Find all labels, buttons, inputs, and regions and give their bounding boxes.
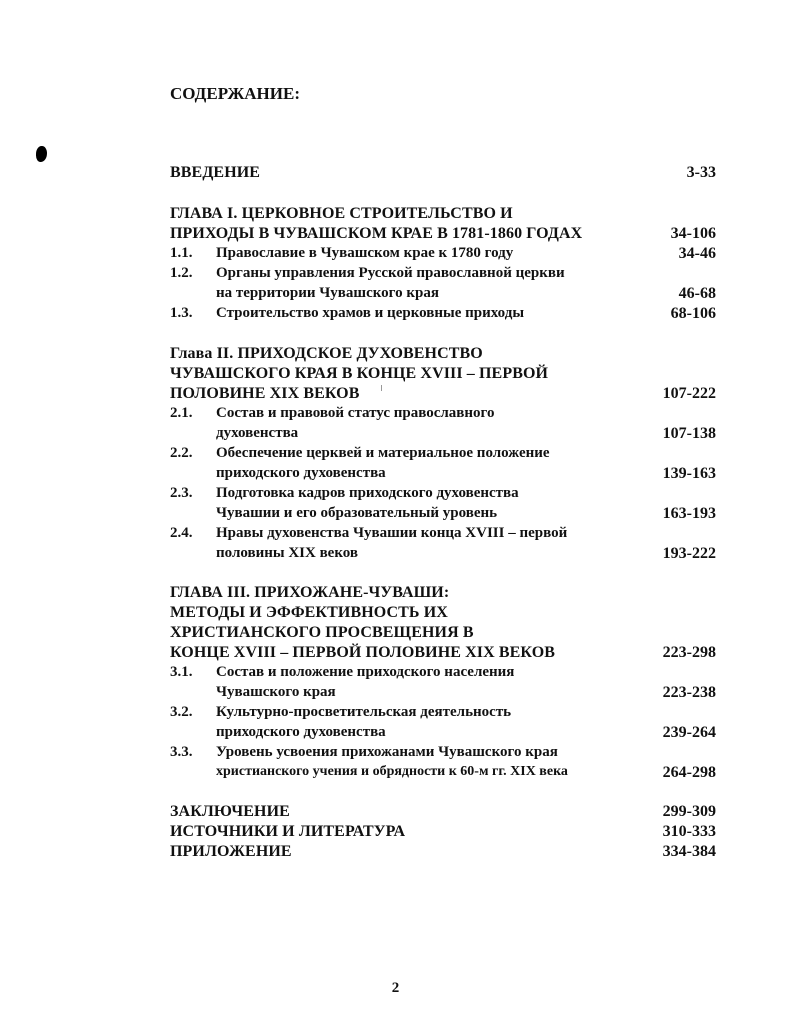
section-title-cont: приходского духовенства — [216, 465, 386, 481]
section-title-cont: Чувашского края — [216, 684, 336, 700]
section-number: 3.2. — [170, 704, 193, 720]
section-title: Состав и положение приходского населения — [216, 664, 515, 680]
chapter3-title-line2: МЕТОДЫ И ЭФФЕКТИВНОСТЬ ИХ — [170, 604, 448, 621]
page-title: СОДЕРЖАНИЕ: — [170, 84, 301, 103]
section-pages: 264-298 — [662, 764, 716, 781]
chapter1-pages: 34-106 — [670, 225, 716, 242]
section-title: Нравы духовенства Чувашии конца XVIII – первой — [216, 525, 568, 541]
scan-mark — [381, 385, 382, 391]
chapter3-title-line4: КОНЦЕ XVIII – ПЕРВОЙ ПОЛОВИНЕ XIX ВЕКОВ — [170, 644, 556, 661]
chapter3-title-line1: ГЛАВА III. ПРИХОЖАНЕ-ЧУВАШИ: — [170, 584, 450, 601]
toc-intro-label: ВВЕДЕНИЕ — [170, 164, 261, 181]
chapter2-title-line1: Глава II. ПРИХОДСКОЕ ДУХОВЕНСТВО — [170, 345, 483, 362]
section-number: 2.4. — [170, 525, 193, 541]
toc-appendix-label: ПРИЛОЖЕНИЕ — [170, 843, 292, 860]
section-title: Подготовка кадров приходского духовенства — [216, 485, 519, 501]
toc-intro-pages: 3-33 — [686, 164, 716, 181]
section-number: 2.1. — [170, 405, 193, 421]
section-title: Уровень усвоения прихожанами Чувашского края — [216, 744, 558, 760]
section-pages: 239-264 — [662, 724, 716, 741]
section-title-cont: духовенства — [216, 425, 299, 441]
section-number: 1.3. — [170, 305, 193, 321]
section-title: Состав и правовой статус православного — [216, 405, 495, 421]
section-title-cont: половины XIX веков — [216, 545, 359, 561]
page-number: 2 — [391, 980, 400, 996]
section-number: 3.1. — [170, 664, 193, 680]
section-title: Культурно-просветительская деятельность — [216, 704, 512, 720]
section-pages: 34-46 — [678, 245, 716, 262]
chapter3-pages: 223-298 — [662, 644, 716, 661]
section-title-cont: на территории Чувашского края — [216, 285, 439, 301]
chapter1-title-line2: ПРИХОДЫ В ЧУВАШСКОМ КРАЕ В 1781-1860 ГОДАХ — [170, 225, 583, 242]
section-pages: 107-138 — [662, 425, 716, 442]
section-title: Строительство храмов и церковные приходы — [216, 305, 525, 321]
section-title: Обеспечение церквей и материальное положение — [216, 445, 550, 461]
ink-blot — [36, 146, 47, 162]
section-number: 1.1. — [170, 245, 193, 261]
section-number: 2.2. — [170, 445, 193, 461]
chapter2-pages: 107-222 — [662, 385, 716, 402]
toc-sources-pages: 310-333 — [662, 823, 716, 840]
toc-sources-label: ИСТОЧНИКИ И ЛИТЕРАТУРА — [170, 823, 406, 840]
section-title: Органы управления Русской православной церкви — [216, 265, 565, 281]
chapter1-title-line1: ГЛАВА I. ЦЕРКОВНОЕ СТРОИТЕЛЬСТВО И — [170, 205, 513, 222]
section-pages: 163-193 — [662, 505, 716, 522]
chapter2-title-line2: ЧУВАШСКОГО КРАЯ В КОНЦЕ XVIII – ПЕРВОЙ — [170, 365, 549, 382]
section-number: 1.2. — [170, 265, 193, 281]
section-title: Православие в Чувашском крае к 1780 году — [216, 245, 514, 261]
chapter3-title-line3: ХРИСТИАНСКОГО ПРОСВЕЩЕНИЯ В — [170, 624, 474, 641]
section-title-cont: приходского духовенства — [216, 724, 386, 740]
section-pages: 46-68 — [678, 285, 716, 302]
section-pages: 223-238 — [662, 684, 716, 701]
section-pages: 139-163 — [662, 465, 716, 482]
section-title-cont: Чувашии и его образовательный уровень — [216, 505, 498, 521]
toc-conclusion-label: ЗАКЛЮЧЕНИЕ — [170, 803, 290, 820]
toc-appendix-pages: 334-384 — [662, 843, 716, 860]
section-pages: 193-222 — [662, 545, 716, 562]
toc-conclusion-pages: 299-309 — [662, 803, 716, 820]
section-pages: 68-106 — [670, 305, 716, 322]
chapter2-title-line3: ПОЛОВИНЕ XIX ВЕКОВ — [170, 385, 360, 402]
section-number: 2.3. — [170, 485, 193, 501]
section-number: 3.3. — [170, 744, 193, 760]
section-title-cont: христианского учения и обрядности к 60-м гг. XIX века — [216, 764, 568, 779]
